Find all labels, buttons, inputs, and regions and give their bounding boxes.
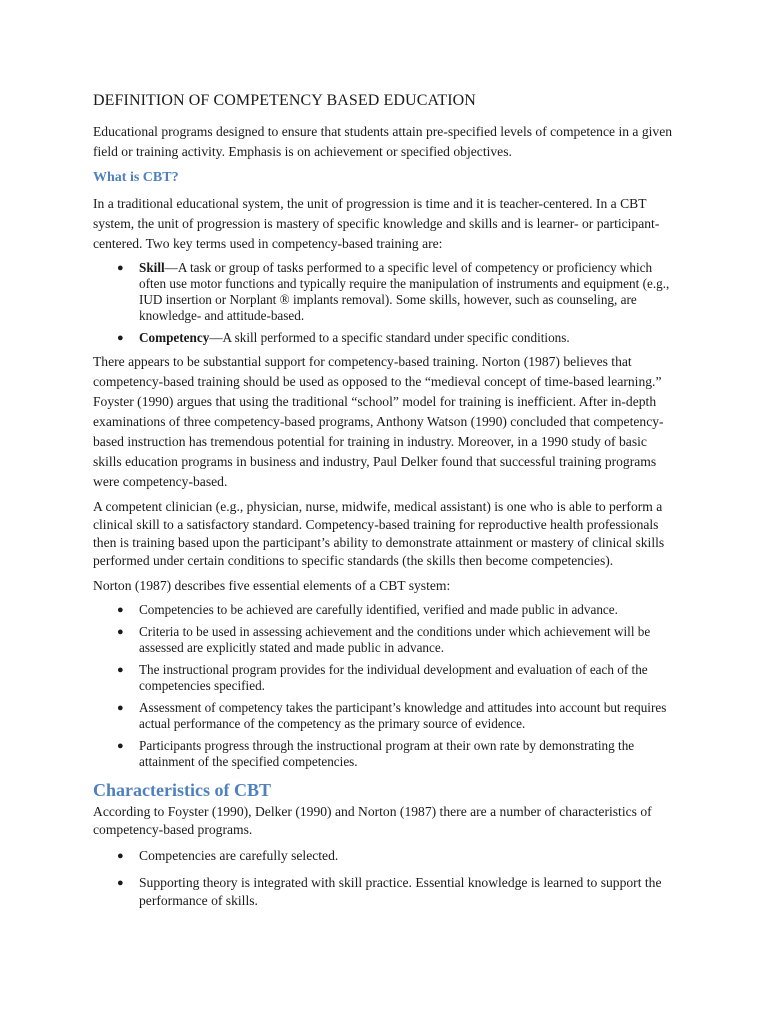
element-text: Assessment of competency takes the participant’s knowledge and attitudes into account but requires actual performance of the competency as the primary source of evidence. [139, 700, 667, 731]
list-item [93, 847, 678, 865]
characteristic-text: Competencies are carefully selected. [139, 848, 339, 863]
element-text: Competencies to be achieved are carefully identified, verified and made public in advance. [139, 602, 618, 617]
characteristics-intro: According to Foyster (1990), Delker (1990) and Norton (1987) there are a number of characteristics of competency-based programs. [93, 804, 652, 837]
list-item [93, 330, 678, 346]
list-item [93, 700, 678, 732]
list-item [93, 662, 678, 694]
bullet-icon: ● [117, 850, 124, 862]
characteristics-list [93, 847, 678, 910]
bullet-icon: ● [117, 604, 124, 616]
what-is-cbt-paragraph: In a traditional educational system, the unit of progression is time and it is teacher-centered. In a CBT system, the unit of progression is mastery of specific knowledge and skills and is learner- or participant-centered. Two key terms used in competency-based training are: [93, 196, 660, 251]
bullet-icon: ● [117, 740, 124, 752]
support-paragraph: There appears to be substantial support for competency-based training. Norton (1987) believes that competency-based training should be used as opposed to the “medieval concept of time-based learning.” Foyster (1990) argues that using the traditional “school” model for training is inefficient. After in-depth examinations of three competency-based programs, Anthony Watson (1990) concluded that competency-based instruction has tremendous potential for training in industry. Moreover, in a 1990 study of basic skills education programs in business and industry, Paul Delker found that successful training programs were competency-based. [93, 354, 664, 489]
element-text: Participants progress through the instructional program at their own rate by demonstrating the attainment of the specified competencies. [139, 738, 635, 769]
list-item [93, 874, 678, 910]
element-text: Criteria to be used in assessing achievement and the conditions under which achievement will be assessed are explicitly stated and made public in advance. [139, 624, 651, 655]
intro-paragraph: Educational programs designed to ensure that students attain pre-specified levels of competence in a given field or training activity. Emphasis is on achievement or specified objectives. [93, 124, 673, 159]
list-item [93, 624, 678, 656]
term-definition: —A task or group of tasks performed to a specific level of competency or proficiency which often use motor functions and typically require the manipulation of instruments and equipment (e.g., IUD insertion or Norplant ® implants removal). Some skills, however, such as counseling, are knowledge- and attitude-based. [139, 260, 670, 323]
bullet-icon: ● [117, 702, 124, 714]
elements-intro: Norton (1987) describes five essential elements of a CBT system: [93, 578, 451, 593]
elements-list [93, 602, 678, 770]
characteristics-heading: Characteristics of CBT [93, 780, 271, 800]
characteristic-text: Supporting theory is integrated with skill practice. Essential knowledge is learned to support the performance of skills. [139, 875, 662, 908]
list-item [93, 738, 678, 770]
bullet-icon: ● [117, 877, 124, 889]
term-label: Skill [139, 260, 165, 275]
element-text: The instructional program provides for the individual development and evaluation of each of the competencies specified. [139, 662, 648, 693]
list-item [93, 260, 678, 324]
list-item [93, 602, 678, 618]
key-terms-list [93, 260, 678, 346]
bullet-icon: ● [117, 664, 124, 676]
what-is-cbt-heading: What is CBT? [93, 170, 179, 185]
term-definition: —A skill performed to a specific standard under specific conditions. [209, 330, 570, 345]
term-label: Competency [139, 330, 210, 345]
bullet-icon: ● [117, 262, 124, 274]
clinician-paragraph: A competent clinician (e.g., physician, nurse, midwife, medical assistant) is one who is able to perform a clinical skill to a satisfactory standard. Competency-based training for reproductive health professionals then is training based upon the participant’s ability to demonstrate attainment or mastery of clinical skills performed under certain conditions to specific standards (the skills then become competencies). [93, 499, 665, 568]
document-title: DEFINITION OF COMPETENCY BASED EDUCATION [93, 92, 476, 109]
document-body [93, 92, 678, 919]
bullet-icon: ● [117, 626, 124, 638]
bullet-icon: ● [117, 332, 124, 344]
